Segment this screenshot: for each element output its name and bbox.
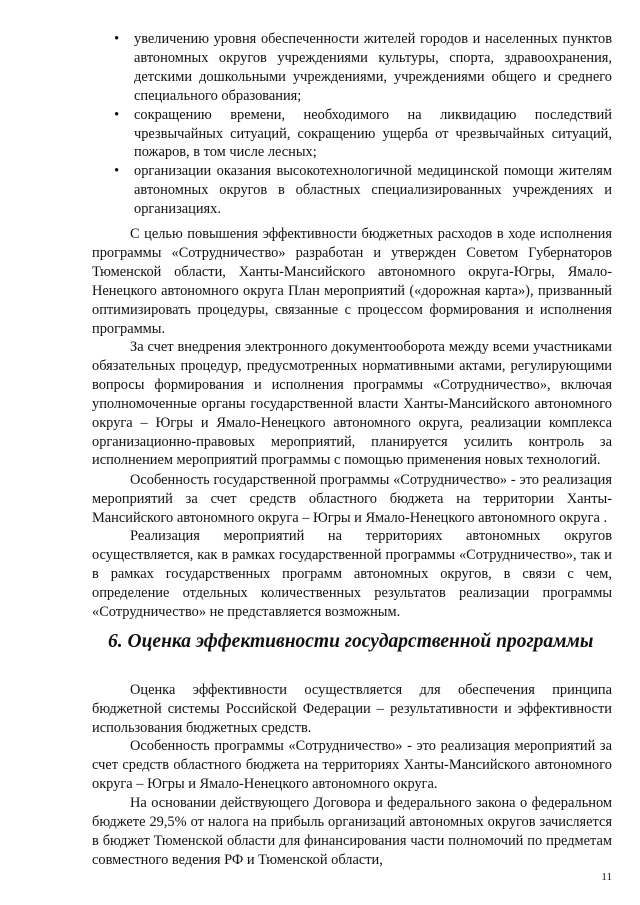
paragraph-program-feature: Особенность программы «Сотрудничество» - это реализация мероприятий за счет средств областного бюджета на территориях Ханты-Мансийского автономного округа – Югры и Ямало-Ненецкого автономного округа. (92, 738, 612, 792)
bullet-text: увеличению уровня обеспеченности жителей городов и населенных пунктов автономных округов учреждениями культуры, спорта, здравоохранения, детскими дошкольными учреждениями, учреждениями общего и среднего специального образования; (134, 31, 612, 104)
paragraph-feature: Особенность государственной программы «Сотрудничество» - это реализация мероприятий за счет средств областного бюджета на территории Ханты-Мансийского автономного округа – Югры и Ямало-Ненецкого автономного округа . (92, 472, 612, 526)
page-number: 11 (601, 871, 612, 883)
bullet-icon: • (114, 31, 120, 47)
bullet-icon: • (114, 106, 120, 123)
bullet-item (110, 162, 612, 219)
section-heading: 6. Оценка эффективности государственной программы (108, 631, 594, 652)
paragraph-implementation: Реализация мероприятий на территориях автономных округов осуществляется, как в рамках государственной программы «Сотрудничество», так и в рамках государственных программ автономных округов, в связи с чем, определение отдельных количественных результатов реализации программы «Сотрудничество» не представляется возможным. (92, 528, 612, 620)
paragraph-roadmap: С целью повышения эффективности бюджетных расходов в ходе исполнения программы «Сотрудничество» разработан и утвержден Советом Губернаторов Тюменской области, Ханты-Мансийского автономного округа-Югры, Ямало-Ненецкого автономного округа План мероприятий («дорожная карта»), призванный оптимизировать процедуры, связанные с процессом формирования и исполнения программы. (92, 226, 612, 337)
paragraph-edo: За счет внедрения электронного документооборота между всеми участниками обязательных процедур, предусмотренных нормативными актами, регулирующими вопросы формирования и исполнения программы «Сотрудничество», включая уполномоченные органы государственной власти Ханты-Мансийского автономного округа – Югры и Ямало-Ненецкого автономного округа, реализации комплекса организационно-правовых мероприятий, планируется усилить контроль за исполнением мероприятий программы с помощью применения новых технологий. (92, 339, 612, 469)
paragraph-federal-budget: На основании действующего Договора и федерального закона о федеральном бюджете 29,5% от налога на прибыль организаций автономных округов зачисляется в бюджет Тюменской области для финансирования части полномочий по предметам совместного ведения РФ и Тюменской области, (92, 795, 612, 868)
bullet-item (110, 30, 612, 106)
bullet-item (110, 106, 612, 163)
bullet-list (110, 30, 612, 219)
bullet-text: организации оказания высокотехнологичной медицинской помощи жителям автономных округов в областных специализированных учреждениях и организациях. (134, 163, 612, 218)
bullet-text: сокращению времени, необходимого на ликвидацию последствий чрезвычайных ситуаций, сокращению ущерба от чрезвычайных ситуаций, пожаров, в том числе лесных; (134, 106, 612, 161)
bullet-icon: • (114, 163, 120, 180)
paragraph-efficiency: Оценка эффективности осуществляется для обеспечения принципа бюджетной системы Российской Федерации – результативности и эффективности использования бюджетных средств. (92, 682, 612, 736)
